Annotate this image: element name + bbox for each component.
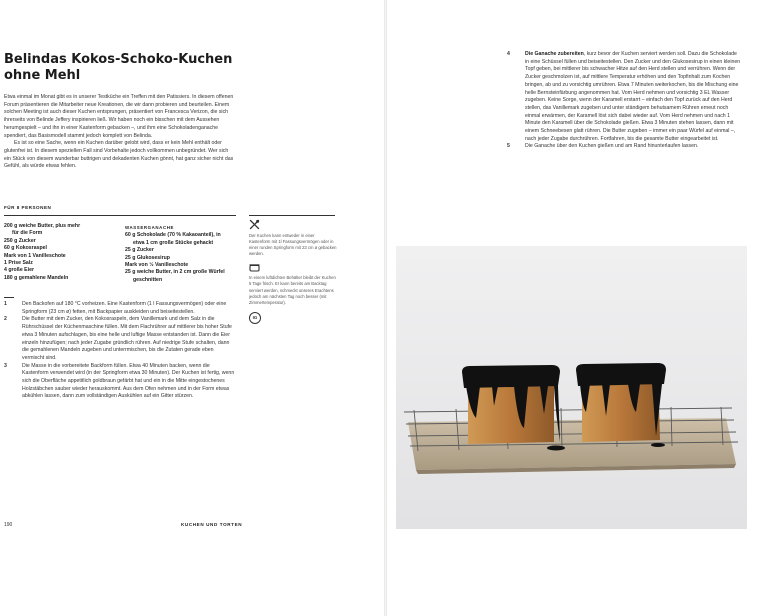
left-page	[0, 0, 384, 616]
ingredient-item: 60 g Schokolade (70 % Kakaoanteil), in	[125, 232, 221, 239]
step-text: Die Masse in die vorbereitete Backform füllen. Etwa 40 Minuten backen, wenn die Kastenform verwendet wird (in der Springform etwa 30 Minuten). Der Kuchen ist fertig, wenn sich die Oberfläche appetitlich goldbraun gefärbt hat und ein in die Mitte eingestochenes Holzstäbchen sauber wieder herauskommt. Aus dem Ofen nehmen und in der Form etwas abkühlen lassen, dann zum vollständigen Auskühlen auf ein Gitter stürzen.	[22, 362, 235, 400]
ingredient-item: 1 Prise Salz	[4, 260, 33, 267]
method-steps	[4, 301, 236, 401]
divider	[249, 215, 335, 216]
method-step	[507, 143, 742, 151]
step-number: 2	[4, 316, 7, 323]
ganache-ingredient-list	[125, 224, 240, 284]
tip-text: Der Kuchen kann entweder in einer Kastenform mit 1l Fassungsvermögen oder in einer runden Springform mit 23 cm ø gebacken werden.	[249, 233, 337, 257]
ingredient-item: 180 g gemahlene Mandeln	[4, 274, 69, 281]
step-number: 3	[4, 362, 7, 369]
recipe-intro	[4, 94, 236, 171]
ingredient-item: für die Form	[12, 230, 43, 237]
servings-label: FÜR 8 PERSONEN	[4, 205, 52, 210]
cake-illustration	[396, 246, 747, 529]
ingredient-item: 25 g Zucker	[125, 247, 154, 254]
ingredient-item: 4 große Eier	[4, 267, 34, 274]
method-steps-continued	[507, 51, 742, 151]
divider	[4, 297, 14, 298]
method-step	[507, 51, 742, 143]
step-text: Den Backofen auf 180 °C vorheizen. Eine Kastenform (1 l Fassungsvermögen) oder eine Springform (23 cm ø) fetten, mit Backpapier auskleiden und beiseitestellen.	[22, 301, 227, 315]
step-number: 4	[507, 51, 510, 57]
cake-photo	[396, 246, 747, 529]
right-page	[387, 0, 771, 616]
tips-column	[249, 218, 337, 324]
ingredient-item: 200 g weiche Butter, plus mehr	[4, 223, 81, 229]
step-text: Die Ganache über den Kuchen gießen und am Rand hinunterlaufen lassen.	[525, 143, 699, 150]
divider	[4, 215, 236, 216]
utensils-icon	[249, 219, 260, 230]
method-step	[4, 301, 236, 316]
step-number: 5	[507, 143, 510, 150]
ganache-topping	[576, 363, 666, 386]
step-text: Die Butter mit dem Zucker, den Kokosraspeln, dem Vanillemark und dem Salz in die Rührschüssel der Küchenmaschine füllen. Mit dem Flachrührer auf mittlerer bis hoher Stufe etwa 3 Minuten aufschlagen, bis eine helle und luftige Masse entstanden ist. Dann die Eier einzeln hinzufügen; nach jeder Zugabe gründlich rühren. Auf niedrige Stufe schalten, dann die gemahlenen Mandeln zugeben und unterrmischen, bis die Zutaten gerade eben vermischt sind.	[22, 316, 232, 361]
intro-paragraph: Es ist so eine Sache, wenn ein Kuchen darüber gelobt wird, dass er kein Mehl enthält oder glutenfrei ist. In diesem speziellen Fall sind Vorbehalte jedoch vollkommen unbegründet. Wer sich ein Stück von diesem wunderbar buttrigen und dekadenten Kuchen gönnt, hat ganz sicher nicht das Gefühl, als würde etwas fehlen.	[4, 140, 234, 170]
ingredient-item: Mark von ½ Vanilleschote	[125, 262, 189, 269]
ingredient-item: Mark von 1 Vanilleschote	[4, 252, 66, 259]
page-number: 190	[4, 522, 13, 528]
ingredient-item: 60 g Kokosraspel	[4, 245, 47, 252]
intro-paragraph: Etwa einmal im Monat gibt es in unserer Testküche ein Treffen mit den Patissiers. In diesem offenen Forum präsentieren die Mitarbeiter neue Kreationen, die wir dann probieren und beurteilen. Einem solchen Meeting ist auch dieser Kuchen entsprungen, präsentiert von Francesca Verizon, die sich ihrerseits von Belinde Jeffery inspirieren ließ. Wir haben noch ein bisschen mit dem Aussehen herumgespielt – und ihn in einer Kastenform gebacken –, und ihm eine Schokoladenganache spendiert, das Basismodell stammt jedoch komplett von Belinda.	[4, 94, 234, 139]
ingredient-list	[4, 223, 122, 282]
ingredient-item: 25 g weiche Butter, in 2 cm große Würfel	[125, 269, 225, 276]
tip-text: In einem luftdichten Behälter bleibt der Kuchen 5 Tage frisch. Er kann bereits am Backtag serviert werden, schmeckt unseres Erachtens jedoch am nächsten Tag noch besser (mit Zimmertemperatur).	[249, 275, 336, 305]
instagram-icon: IG	[249, 312, 261, 324]
step-number: 1	[4, 301, 7, 307]
recipe-title: Belindas Kokos-Schoko-Kuchen ohne Mehl	[4, 52, 233, 83]
ingredient-item: 25 g Glukosesirup	[125, 254, 170, 261]
method-step	[4, 363, 236, 402]
ganache-heading: WASSERGANACHE	[125, 225, 175, 230]
container-icon	[249, 263, 260, 272]
ingredient-item: geschnitten	[133, 276, 163, 283]
ingredient-item: etwa 1 cm große Stücke gehackt	[133, 239, 214, 246]
ganache-topping	[462, 365, 560, 388]
step-lead: Die Ganache zubereiten	[525, 51, 584, 57]
section-title: KUCHEN UND TORTEN	[181, 522, 243, 527]
ingredient-item: 250 g Zucker	[4, 237, 36, 244]
method-step	[4, 316, 236, 362]
step-text: , kurz bevor der Kuchen serviert werden soll. Dazu die Schokolade in eine Schüssel füllen und beiseitestellen. Den Zucker und den Glukosesirup in einen kleinen Topf geben, bei mittlerer bis schwacher Hitze auf den Herd stellen und verrühren. Wenn der Zucker geschmolzen ist, auf mittlere Temperatur erhöhen und den Topfinhalt zum Kochen bringen, ab und zu vorsichtig umrühren. Etwa 7 Minuten weiterkochen, bis die Mischung eine helle Bernsteinfärbung angenommen hat. Vom Herd nehmen und vorsichtig 3 EL Wasser zugeben. Keine Sorge, wenn der Karamell erstarrt – einfach den Topf zurück auf den Herd stellen, das Vanillemark zugeben und unter ständigem behutsamem Rühren erneut noch einmal erwärmen, der Karamell löst sich dabei wieder auf. Vom Herd nehmen und nach 1 Minute den Karamell über die Schokolade gießen. Etwa 3 Minuten stehen lassen, dann mit einem Schneebesen glatt rühren. Die Butter zugeben – immer ein paar Würfel auf einmal –, nach jeder Zugabe durchrühren. Fortfahren, bis die gesamte Butter eingearbeitet ist.	[525, 51, 741, 142]
